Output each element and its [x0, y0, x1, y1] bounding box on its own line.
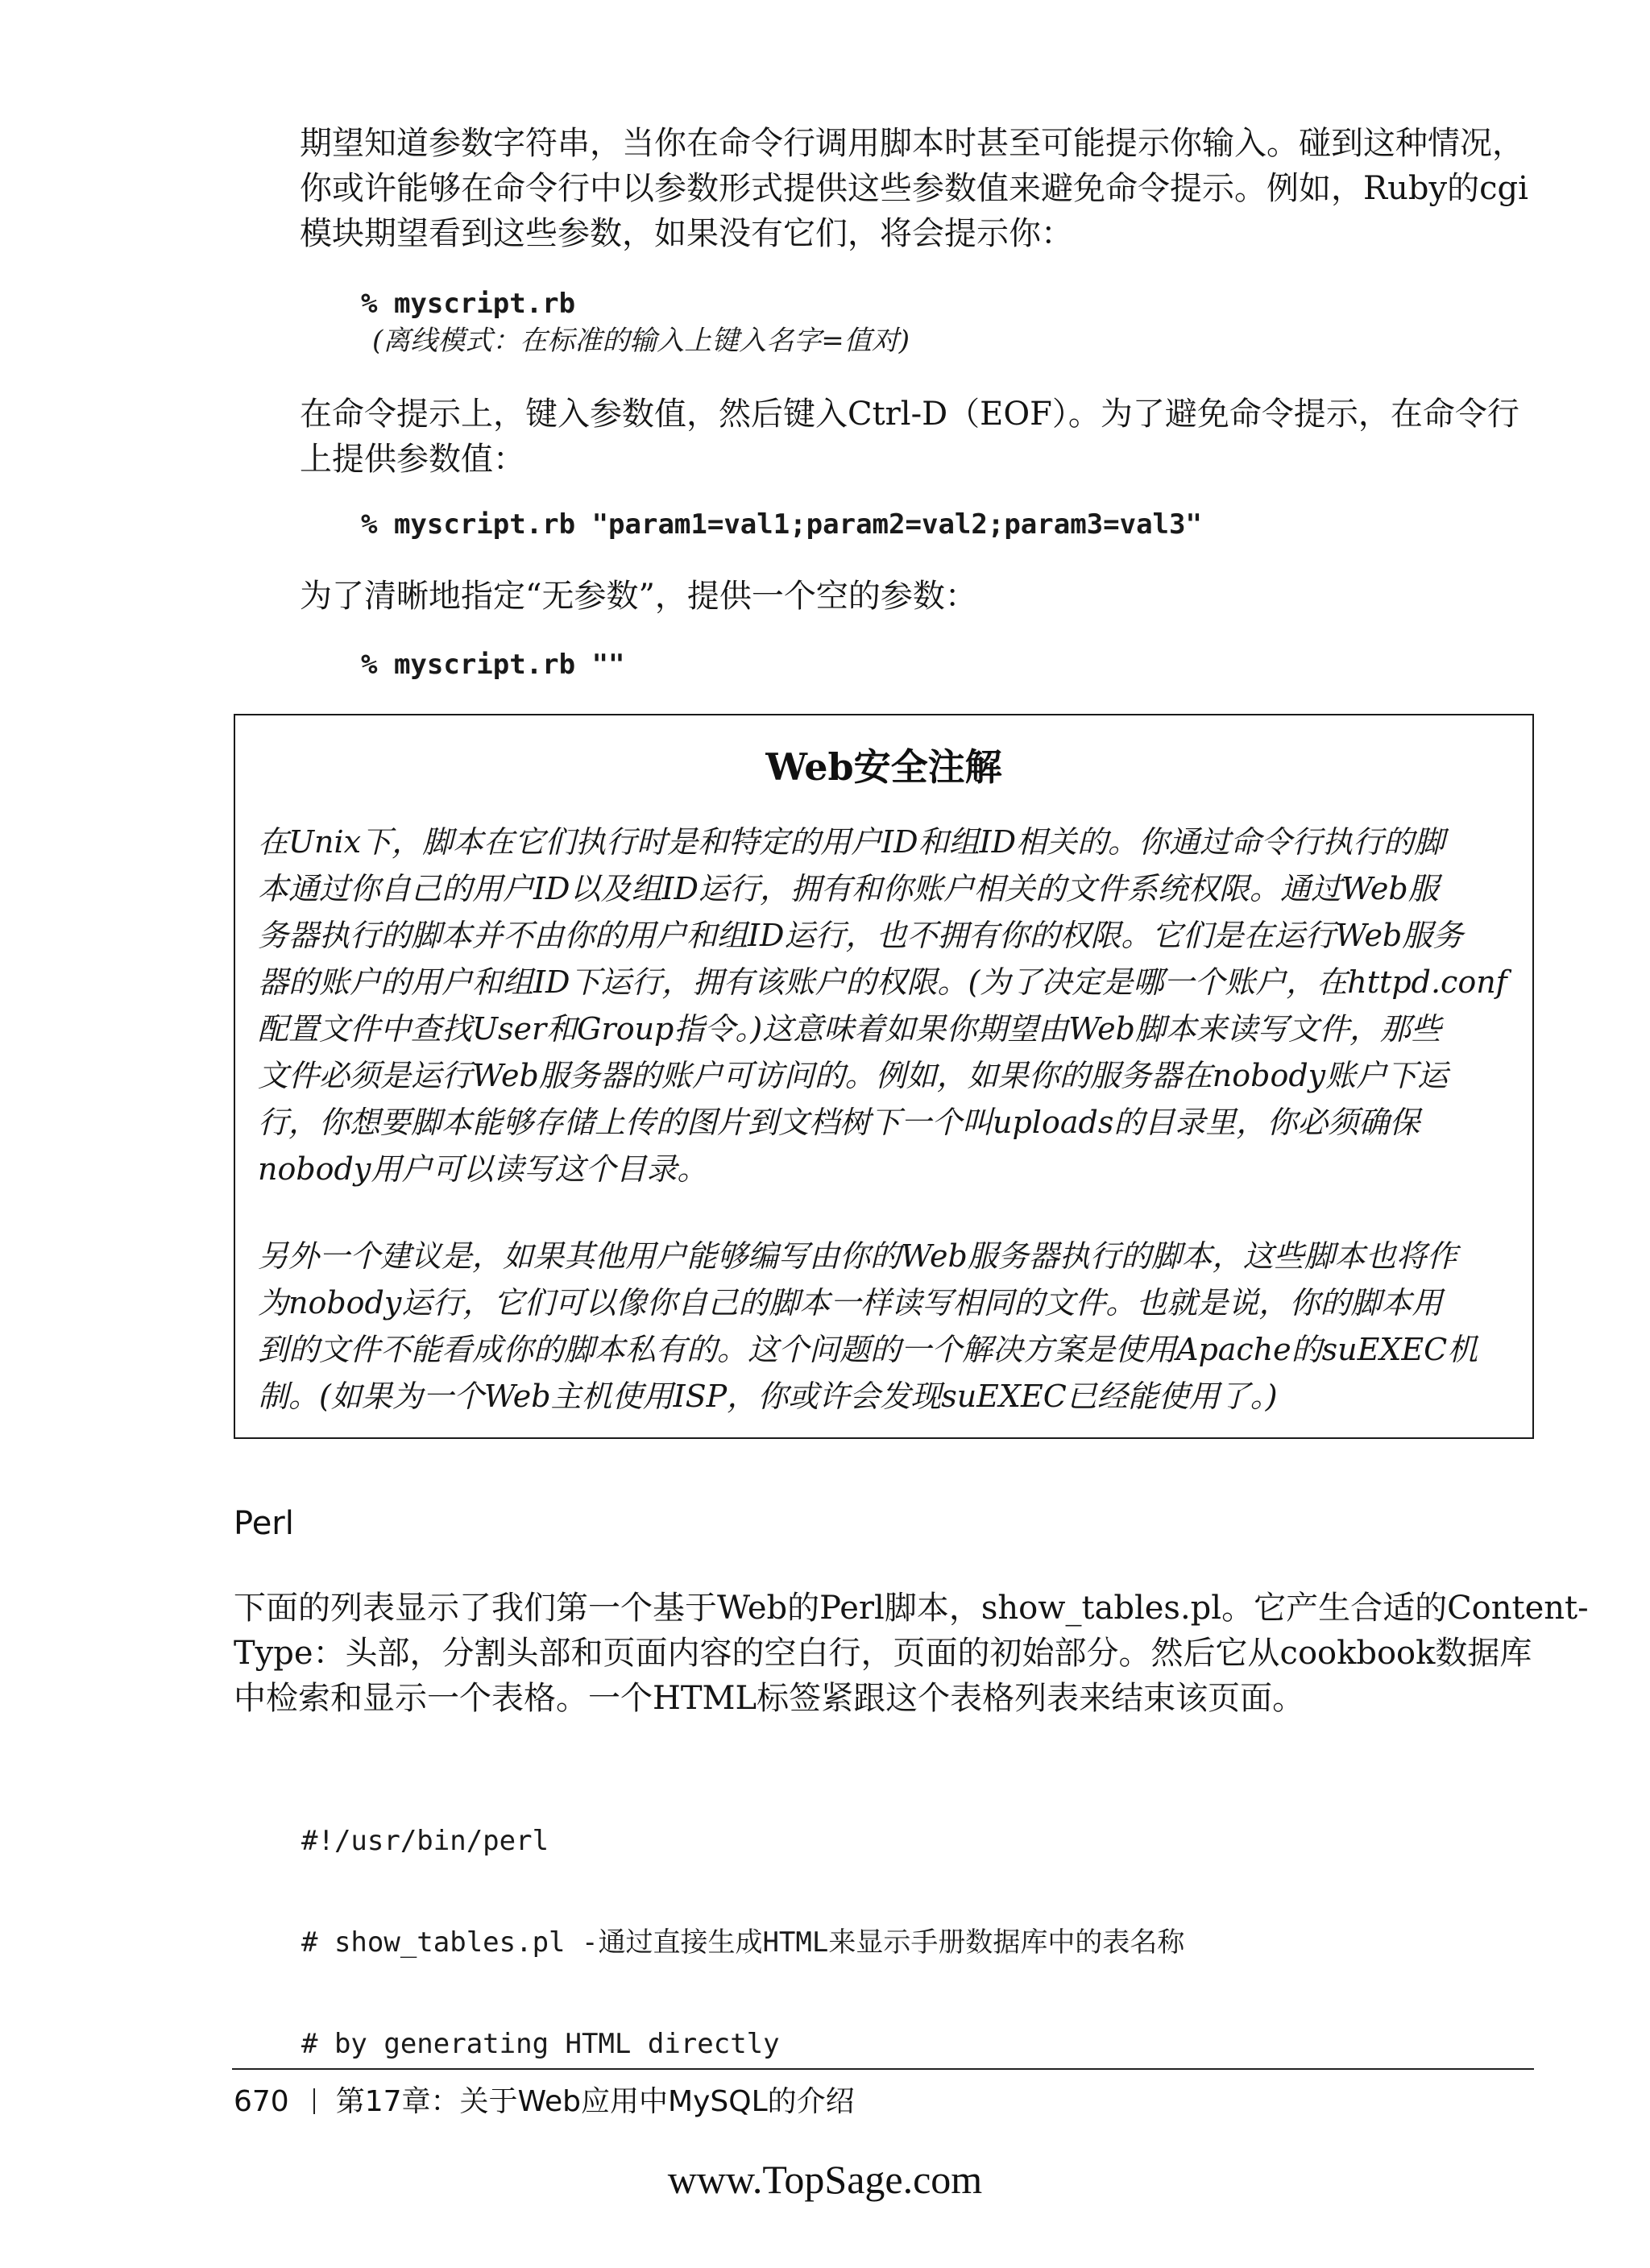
sidebar-line: 到的文件不能看成你的脚本私有的。这个问题的一个解决方案是使用Apache的suEXEC机	[258, 1332, 1478, 1367]
web-security-sidebar	[234, 714, 1534, 1439]
paragraph-2-line: 在命令提示上，键入参数值，然后键入Ctrl-D（EOF）。为了避免命令提示，在命令行	[300, 396, 1519, 433]
perl-paragraph-line: Type：头部，分割头部和页面内容的空白行，页面的初始部分。然后它从cookbook数据库	[234, 1635, 1532, 1672]
intro-line: 模块期望看到这些参数，如果没有它们，将会提示你：	[300, 215, 1073, 252]
intro-line: 期望知道参数字符串，当你在命令行调用脚本时甚至可能提示你输入。碰到这种情况，	[300, 125, 1524, 162]
paragraph-3-line: 为了清晰地指定“无参数”，提供一个空的参数：	[300, 578, 977, 615]
code-params: % myscript.rb "param1=val1;param2=val2;param3=val3"	[361, 508, 1202, 541]
sidebar-line: 制。(如果为一个Web主机使用ISP，你或许会发现suEXEC已经能使用了。)	[258, 1379, 1278, 1414]
code-line: # show_tables.pl -通过直接生成HTML来显示手册数据库中的表名称	[301, 1926, 1185, 1959]
sidebar-paragraph-2	[258, 1233, 1511, 1420]
sidebar-line: 在Unix下，脚本在它们执行时是和特定的用户ID和组ID相关的。你通过命令行执行的脚	[258, 824, 1445, 860]
paragraph-2	[300, 392, 1534, 482]
code-empty-arg: % myscript.rb ""	[361, 649, 625, 681]
page-number: 670	[234, 2085, 289, 2118]
intro-line: 你或许能够在命令行中以参数形式提供这些参数值来避免命令提示。例如，Ruby的cgi	[300, 170, 1528, 207]
chapter-title: 第17章：关于Web应用中MySQL的介绍	[335, 2085, 855, 2118]
page-footer	[234, 2079, 855, 2120]
perl-paragraph	[234, 1586, 1589, 1721]
intro-paragraph	[300, 121, 1534, 256]
sidebar-paragraph-1	[258, 819, 1511, 1192]
code-line: #!/usr/bin/perl	[301, 1825, 549, 1857]
paragraph-3	[300, 574, 1534, 619]
sidebar-title: Web安全注解	[765, 745, 1002, 789]
sidebar-line: nobody用户可以读写这个目录。	[258, 1151, 708, 1187]
sidebar-line: 务器执行的脚本并不由你的用户和组ID运行，也不拥有你的权限。它们是在运行Web服务	[258, 918, 1464, 953]
sidebar-line: 本通过你自己的用户ID以及组ID运行，拥有和你账户相关的文件系统权限。通过Web服	[258, 871, 1439, 906]
code-line: # by generating HTML directly	[301, 2028, 780, 2060]
paragraph-2-line: 上提供参数值：	[300, 441, 525, 478]
perl-paragraph-line: 中检索和显示一个表格。一个HTML标签紧跟这个表格列表来结束该页面。	[234, 1680, 1305, 1717]
sidebar-line: 器的账户的用户和组ID下运行，拥有该账户的权限。(为了决定是哪一个账户，在httpd.conf	[258, 964, 1507, 1000]
section-heading: Perl	[234, 1505, 294, 1542]
perl-code-listing	[301, 1756, 1184, 2129]
sidebar-line: 文件必须是运行Web服务器的账户可访问的。例如，如果你的服务器在nobody账户下运	[258, 1058, 1449, 1093]
sidebar-line: 为nobody运行，它们可以像你自己的脚本一样读写相同的文件。也就是说，你的脚本用	[258, 1285, 1443, 1321]
footer-separator	[313, 2088, 315, 2114]
perl-paragraph-line: 下面的列表显示了我们第一个基于Web的Perl脚本，show_tables.pl。它产生合适的Content-	[234, 1590, 1589, 1627]
footer-rule	[232, 2068, 1534, 2070]
watermark-url: www.TopSage.com	[667, 2157, 983, 2202]
sidebar-line: 另外一个建议是，如果其他用户能够编写由你的Web服务器执行的脚本，这些脚本也将作	[258, 1238, 1457, 1274]
sidebar-line: 配置文件中查找User和Group指令。)这意味着如果你期望由Web脚本来读写文件，那些	[258, 1011, 1441, 1047]
sidebar-line: 行，你想要脚本能够存储上传的图片到文档树下一个叫uploads的目录里，你必须确保	[258, 1105, 1420, 1140]
code-message: (离线模式：在标准的输入上键入名字=值对)	[372, 325, 910, 357]
code-command: % myscript.rb	[361, 288, 576, 320]
